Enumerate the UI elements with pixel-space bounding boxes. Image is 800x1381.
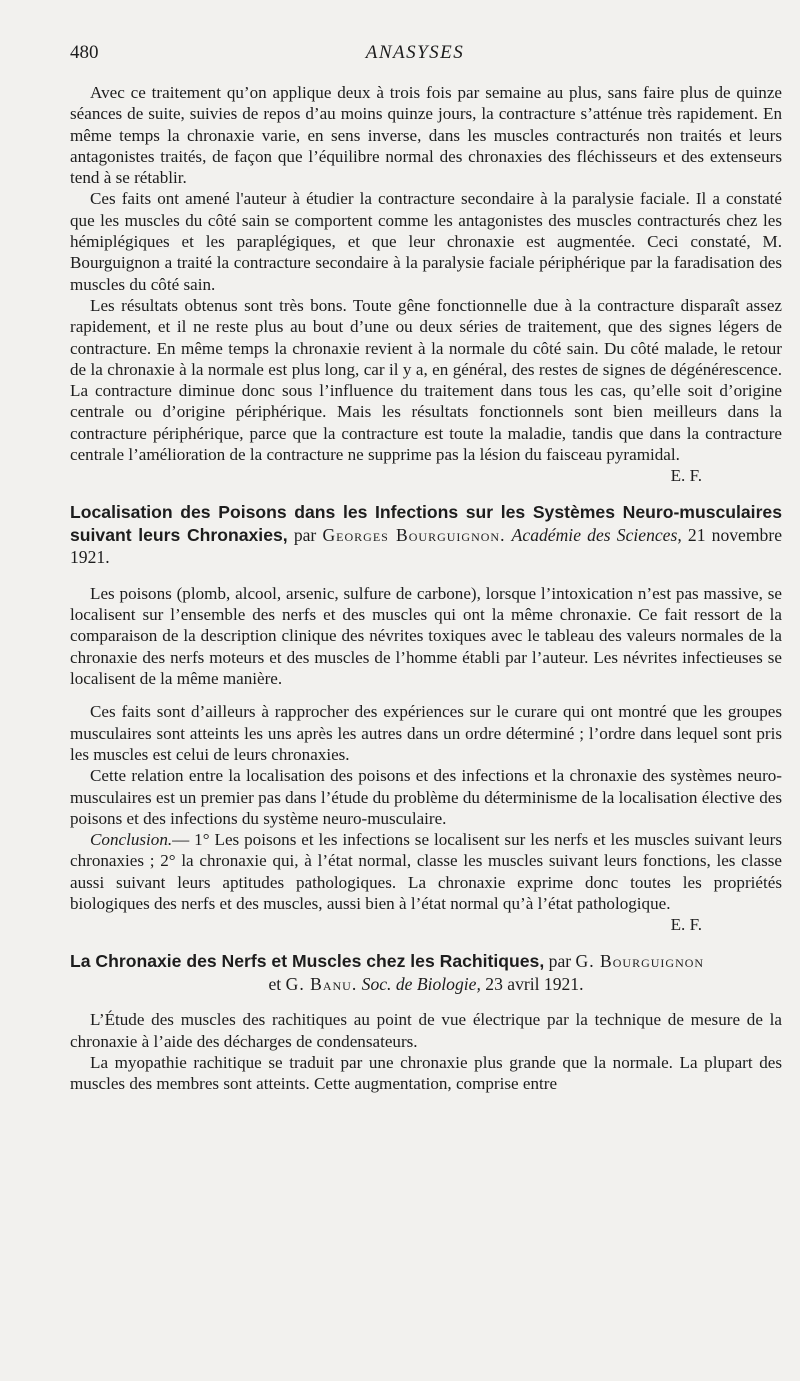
- review-heading: [70, 950, 782, 995]
- conclusion-text: — 1° Les poisons et les infections se localisent sur les nerfs et les muscles suivant leurs chronaxies ; 2° la chronaxie qui, à l’état normal, classe les muscles suivant leurs fonctions, les classe aussi suivant leurs aptitudes pathologiques. La chronaxie exprime donc toutes les propriétés biologiques des nerfs et des muscles, aussi bien à l’état normal qu’à l’état pathologique.: [70, 830, 782, 913]
- paragraph-text: Les résultats obtenus sont très bons. Toute gêne fonctionnelle due à la contracture disparaît assez rapidement, et il ne reste plus au bout d’une ou deux séries de traitement, que des signes légers de contracture. En même temps la chronaxie revient à la normale du côté sain. Du côté malade, le retour de la chronaxie à la normale est plus long, car il y a, en général, des restes de signes de dégénérescence. La contracture diminue donc sous l’influence du traitement dans tous les cas, qu’elle soit d’origine centrale ou d’origine périphérique. Mais les résultats fonctionnels sont bien meilleurs dans la contracture périphérique, parce que la contracture est toute la maladie, tandis que dans la contracture centrale l’amélioration de la contracture ne supprime pas la lésion du faisceau pyramidal.: [70, 295, 782, 465]
- review-author: Georges Bourguignon.: [322, 524, 506, 545]
- paragraph: L’Étude des muscles des rachitiques au point de vue électrique par la technique de mesure de la chronaxie à l’aide des décharges de condensateurs.: [70, 1010, 782, 1051]
- paragraph: [70, 295, 782, 486]
- page-header: [70, 42, 760, 68]
- review-heading: [70, 501, 782, 569]
- paragraph: Avec ce traitement qu’on applique deux à trois fois par semaine au plus, sans faire plus de quinze séances de suite, suivies de repos d’au moins quinze jours, la contracture s’atténue très rapidement. En même temps la chronaxie varie, en sens inverse, dans les muscles contracturés non traités et leurs antagonistes traités, de façon que l’équilibre normal des chronaxies des fléchisseurs et des extenseurs tend à se rétablir.: [70, 83, 782, 188]
- conclusion-paragraph: [70, 829, 782, 935]
- review-date: 21 novembre 1921.: [70, 524, 783, 568]
- review-date: 23 avril 1921.: [485, 973, 584, 994]
- conclusion-label: Conclusion.: [90, 830, 173, 850]
- review-title: La Chronaxie des Nerfs et Muscles chez les Rachitiques,: [70, 951, 545, 972]
- review-source: Académie des Sciences,: [511, 524, 682, 545]
- review-source: Soc. de Biologie,: [361, 973, 481, 994]
- page-body: [70, 82, 782, 1094]
- review-author: G. Bourguignon: [575, 951, 705, 972]
- paragraph: La myopathie rachitique se traduit par une chronaxie plus grande que la normale. La plupart des muscles des membres sont atteints. Cette augmentation, comprise entre: [70, 1052, 782, 1094]
- signature: E. F.: [670, 466, 702, 486]
- page-number: 480: [70, 42, 99, 63]
- paragraph: Cette relation entre la localisation des poisons et des infections et la chronaxie des systèmes neuro-musculaires est un premier pas dans l’étude du problème du déterminisme de la localisation élective des poisons et des infections du système neuro-musculaire.: [70, 766, 782, 828]
- signature: E. F.: [670, 915, 702, 935]
- running-title: ANASYSES: [365, 42, 465, 63]
- paragraph: Les poisons (plomb, alcool, arsenic, sulfure de carbone), lorsque l’intoxication n’est pas massive, se localisent sur l’ensemble des nerfs et des muscles qui ont la même chronaxie. Ce fait ressort de la comparaison de la description clinique des névrites toxiques avec le tableau des valeurs normales de la chronaxie des nerfs moteurs et des muscles de l’homme établi par l’auteur. Les névrites infectieuses se localisent de la même manière.: [70, 583, 782, 689]
- by-word: par: [293, 524, 317, 545]
- review-title: Localisation des Poisons dans les Infections sur les Systèmes Neuro-musculaires suivant leurs Chronaxies,: [70, 502, 782, 545]
- by-word: par: [548, 951, 572, 972]
- review-author: G. Banu.: [285, 973, 358, 994]
- connector-word: et: [268, 973, 282, 994]
- review-heading-line2: [70, 973, 782, 996]
- paragraph: Ces faits sont d’ailleurs à rapprocher des expériences sur le curare qui ont montré que les groupes musculaires sont atteints les uns après les autres dans un ordre déterminé ; l’ordre dans lequel sont pris les muscles est celui de leurs chronaxies.: [70, 702, 782, 764]
- paragraph: Ces faits ont amené l'auteur à étudier la contracture secondaire à la paralysie faciale. Il a constaté que les muscles du côté sain se comportent comme les antagonistes des muscles contracturés chez les hémiplégiques et les paraplégiques, et que leur chronaxie est augmentée. Ceci constaté, M. Bourguignon a traité la contracture secondaire à la paralysie faciale périphérique par la faradisation des muscles du côté sain.: [70, 189, 782, 294]
